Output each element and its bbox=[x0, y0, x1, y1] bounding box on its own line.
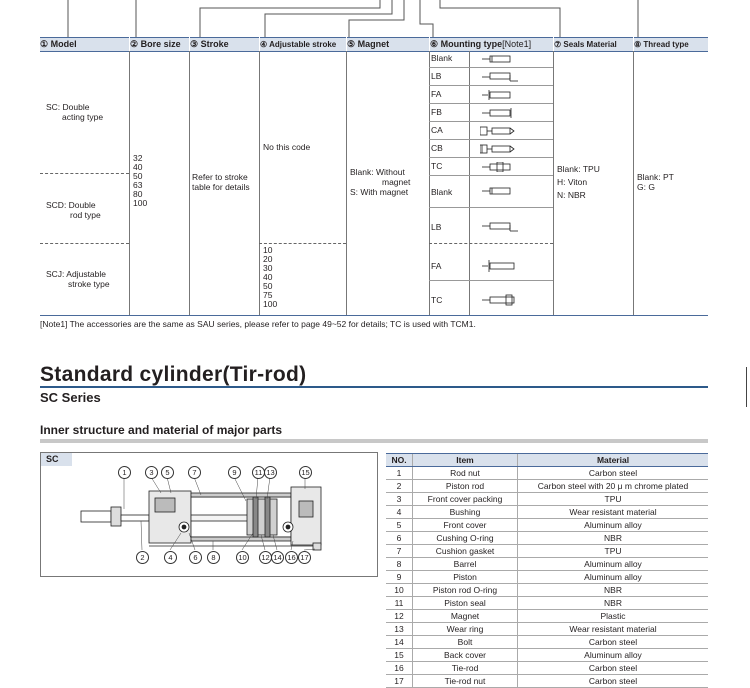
adjustable-value-3: 40 bbox=[263, 272, 273, 282]
header-magnet: ⑤ Magnet bbox=[347, 37, 429, 52]
parts-cell-no: 11 bbox=[386, 597, 413, 610]
table-row bbox=[386, 545, 708, 558]
seal-option-viton: H: Viton bbox=[557, 177, 588, 187]
callout-top-0: 1 bbox=[118, 466, 131, 479]
parts-cell-no: 3 bbox=[386, 493, 413, 506]
parts-cell-item: Front cover packing bbox=[413, 493, 518, 506]
mount-tc-icon bbox=[480, 162, 520, 172]
thread-option-pt: Blank: PT bbox=[637, 172, 674, 182]
bore-size-1: 40 bbox=[133, 162, 143, 172]
ordering-code-table bbox=[40, 37, 708, 317]
bore-size-3: 63 bbox=[133, 180, 143, 190]
header-model: ① Model bbox=[40, 37, 129, 52]
table-row bbox=[386, 558, 708, 571]
table-row bbox=[386, 493, 708, 506]
parts-cell-no: 5 bbox=[386, 519, 413, 532]
table-row bbox=[386, 662, 708, 675]
callout-top-7: 15 bbox=[299, 466, 312, 479]
callout-top-5: 11 bbox=[252, 466, 265, 479]
parts-cell-item: Wear ring bbox=[413, 623, 518, 636]
callout-bottom-6: 14 bbox=[271, 551, 284, 564]
parts-header-no: NO. bbox=[386, 454, 413, 467]
table-row bbox=[386, 610, 708, 623]
parts-cell-material: Aluminum alloy bbox=[518, 571, 709, 584]
bore-size-4: 80 bbox=[133, 189, 143, 199]
mount-fb-icon bbox=[480, 108, 520, 118]
parts-cell-material: Aluminum alloy bbox=[518, 519, 709, 532]
mount-ca-icon bbox=[480, 126, 520, 136]
adjustable-value-6: 100 bbox=[263, 299, 278, 309]
parts-cell-no: 14 bbox=[386, 636, 413, 649]
parts-cell-material: Carbon steel with 20 μ m chrome plated bbox=[518, 480, 709, 493]
callout-bottom-8: 17 bbox=[298, 551, 311, 564]
adjustable-no-code: No this code bbox=[263, 142, 311, 152]
mounting-type-tc: TC bbox=[431, 161, 443, 171]
mount-lb-2-icon bbox=[480, 221, 520, 233]
mounting-type-blank: Blank bbox=[431, 53, 453, 63]
mount-blank-icon bbox=[480, 54, 520, 64]
model-scd-code: SCD: Double bbox=[46, 200, 96, 210]
parts-cell-material: Plastic bbox=[518, 610, 709, 623]
parts-table-body bbox=[386, 467, 708, 688]
parts-cell-material: Aluminum alloy bbox=[518, 649, 709, 662]
table-row bbox=[386, 623, 708, 636]
parts-cell-material: NBR bbox=[518, 584, 709, 597]
parts-cell-no: 9 bbox=[386, 571, 413, 584]
header-seals-material: ⑦ Seals Material bbox=[554, 37, 633, 52]
callout-bottom-5: 12 bbox=[259, 551, 272, 564]
parts-cell-item: Piston rod O-ring bbox=[413, 584, 518, 597]
mounting-type-fb: FB bbox=[431, 107, 442, 117]
parts-cell-item: Bushing bbox=[413, 506, 518, 519]
mount-blank-2-icon bbox=[480, 186, 520, 196]
table-row bbox=[386, 636, 708, 649]
model-scj-desc: stroke type bbox=[68, 279, 110, 289]
parts-cell-material: TPU bbox=[518, 545, 709, 558]
parts-cell-material: Aluminum alloy bbox=[518, 558, 709, 571]
parts-header-item: Item bbox=[413, 454, 518, 467]
seal-option-tpu: Blank: TPU bbox=[557, 164, 600, 174]
parts-cell-no: 15 bbox=[386, 649, 413, 662]
parts-cell-no: 16 bbox=[386, 662, 413, 675]
parts-cell-material: TPU bbox=[518, 493, 709, 506]
parts-cell-no: 8 bbox=[386, 558, 413, 571]
callout-bottom-7: 16 bbox=[285, 551, 298, 564]
parts-cell-material: Wear resistant material bbox=[518, 506, 709, 519]
parts-cell-item: Piston bbox=[413, 571, 518, 584]
parts-cell-material: Carbon steel bbox=[518, 467, 709, 480]
mounting-type-blank-2: Blank bbox=[431, 187, 453, 197]
header-bore-size: ② Bore size bbox=[130, 37, 189, 52]
parts-cell-item: Rod nut bbox=[413, 467, 518, 480]
table-row bbox=[386, 480, 708, 493]
callout-bottom-3: 8 bbox=[207, 551, 220, 564]
callout-top-4: 9 bbox=[228, 466, 241, 479]
magnet-option-2: magnet bbox=[382, 177, 411, 187]
table-row bbox=[386, 571, 708, 584]
model-scj-code: SCJ: Adjustable bbox=[46, 269, 107, 279]
mount-tc-2-icon bbox=[480, 294, 520, 306]
parts-header-material: Material bbox=[518, 454, 709, 467]
callout-top-6: 13 bbox=[264, 466, 277, 479]
diagram-label: SC bbox=[41, 453, 72, 466]
accessory-note: [Note1] The accessories are the same as SAU series, please refer to page 49~52 for details; TC is used with TCM1. bbox=[40, 319, 476, 329]
mount-fa-2-icon bbox=[480, 260, 520, 272]
parts-cell-item: Tie-rod nut bbox=[413, 675, 518, 688]
mounting-type-fa-2: FA bbox=[431, 261, 442, 271]
parts-cell-no: 6 bbox=[386, 532, 413, 545]
header-thread-type: ⑧ Thread type bbox=[634, 37, 708, 52]
mounting-type-lb: LB bbox=[431, 71, 442, 81]
adjustable-value-1: 20 bbox=[263, 254, 273, 264]
parts-cell-no: 12 bbox=[386, 610, 413, 623]
parts-cell-material: NBR bbox=[518, 532, 709, 545]
callout-bottom-0: 2 bbox=[136, 551, 149, 564]
model-sc-code: SC: Double bbox=[46, 102, 90, 112]
adjustable-value-0: 10 bbox=[263, 245, 273, 255]
magnet-option-1: Blank: Without bbox=[350, 167, 405, 177]
stroke-text-1: Refer to stroke bbox=[192, 172, 248, 182]
mount-cb-icon bbox=[480, 144, 520, 154]
parts-cell-item: Front cover bbox=[413, 519, 518, 532]
callout-bottom-2: 6 bbox=[189, 551, 202, 564]
model-scd-desc: rod type bbox=[70, 210, 101, 220]
table-row bbox=[386, 467, 708, 480]
parts-cell-material: Carbon steel bbox=[518, 675, 709, 688]
table-row bbox=[386, 649, 708, 662]
thread-option-g: G: G bbox=[637, 182, 655, 192]
mount-fa-icon bbox=[480, 90, 520, 100]
section-divider bbox=[40, 439, 708, 443]
mounting-type-cb: CB bbox=[431, 143, 443, 153]
bore-size-2: 50 bbox=[133, 171, 143, 181]
adjustable-value-4: 50 bbox=[263, 281, 273, 291]
parts-cell-item: Piston seal bbox=[413, 597, 518, 610]
ordering-code-leader-lines bbox=[0, 0, 750, 40]
parts-cell-item: Barrel bbox=[413, 558, 518, 571]
parts-cell-item: Cushion gasket bbox=[413, 545, 518, 558]
mount-lb-icon bbox=[480, 72, 520, 82]
series-subtitle: SC Series bbox=[40, 390, 101, 405]
parts-cell-item: Tie-rod bbox=[413, 662, 518, 675]
mounting-type-tc-2: TC bbox=[431, 295, 443, 305]
table-row bbox=[386, 519, 708, 532]
parts-cell-item: Back cover bbox=[413, 649, 518, 662]
header-adjustable-stroke: ④ Adjustable stroke bbox=[260, 37, 346, 52]
callout-bottom-4: 10 bbox=[236, 551, 249, 564]
title-divider bbox=[40, 386, 708, 388]
side-margin-mark bbox=[746, 367, 750, 407]
bore-size-0: 32 bbox=[133, 153, 143, 163]
mounting-type-ca: CA bbox=[431, 125, 443, 135]
parts-cell-material: Carbon steel bbox=[518, 636, 709, 649]
parts-cell-item: Cushing O-ring bbox=[413, 532, 518, 545]
table-row bbox=[386, 532, 708, 545]
parts-material-table bbox=[386, 453, 708, 688]
header-mounting-type: ⑥ Mounting type[Note1] bbox=[430, 37, 553, 52]
callout-top-3: 7 bbox=[188, 466, 201, 479]
parts-cell-no: 7 bbox=[386, 545, 413, 558]
parts-cell-material: NBR bbox=[518, 597, 709, 610]
section-title: Inner structure and material of major parts bbox=[40, 423, 283, 437]
adjustable-value-2: 30 bbox=[263, 263, 273, 273]
bore-size-5: 100 bbox=[133, 198, 148, 208]
parts-cell-item: Bolt bbox=[413, 636, 518, 649]
mounting-type-fa: FA bbox=[431, 89, 442, 99]
parts-cell-no: 17 bbox=[386, 675, 413, 688]
magnet-option-3: S: With magnet bbox=[350, 187, 409, 197]
callout-bottom-1: 4 bbox=[164, 551, 177, 564]
parts-cell-no: 1 bbox=[386, 467, 413, 480]
parts-cell-material: Wear resistant material bbox=[518, 623, 709, 636]
seal-option-nbr: N: NBR bbox=[557, 190, 586, 200]
table-row bbox=[386, 597, 708, 610]
cylinder-section-diagram bbox=[40, 452, 378, 577]
parts-cell-material: Carbon steel bbox=[518, 662, 709, 675]
parts-cell-no: 13 bbox=[386, 623, 413, 636]
model-sc-desc: acting type bbox=[62, 112, 104, 122]
parts-cell-no: 10 bbox=[386, 584, 413, 597]
mounting-type-lb-2: LB bbox=[431, 222, 442, 232]
parts-cell-no: 2 bbox=[386, 480, 413, 493]
page-title: Standard cylinder(Tir-rod) bbox=[40, 363, 307, 386]
stroke-text-2: table for details bbox=[192, 182, 250, 192]
adjustable-value-5: 75 bbox=[263, 290, 273, 300]
parts-cell-item: Piston rod bbox=[413, 480, 518, 493]
table-row bbox=[386, 584, 708, 597]
parts-cell-no: 4 bbox=[386, 506, 413, 519]
header-stroke: ③ Stroke bbox=[190, 37, 259, 52]
callout-top-2: 5 bbox=[161, 466, 174, 479]
callout-top-1: 3 bbox=[145, 466, 158, 479]
table-row bbox=[386, 675, 708, 688]
table-row bbox=[386, 506, 708, 519]
parts-cell-item: Magnet bbox=[413, 610, 518, 623]
